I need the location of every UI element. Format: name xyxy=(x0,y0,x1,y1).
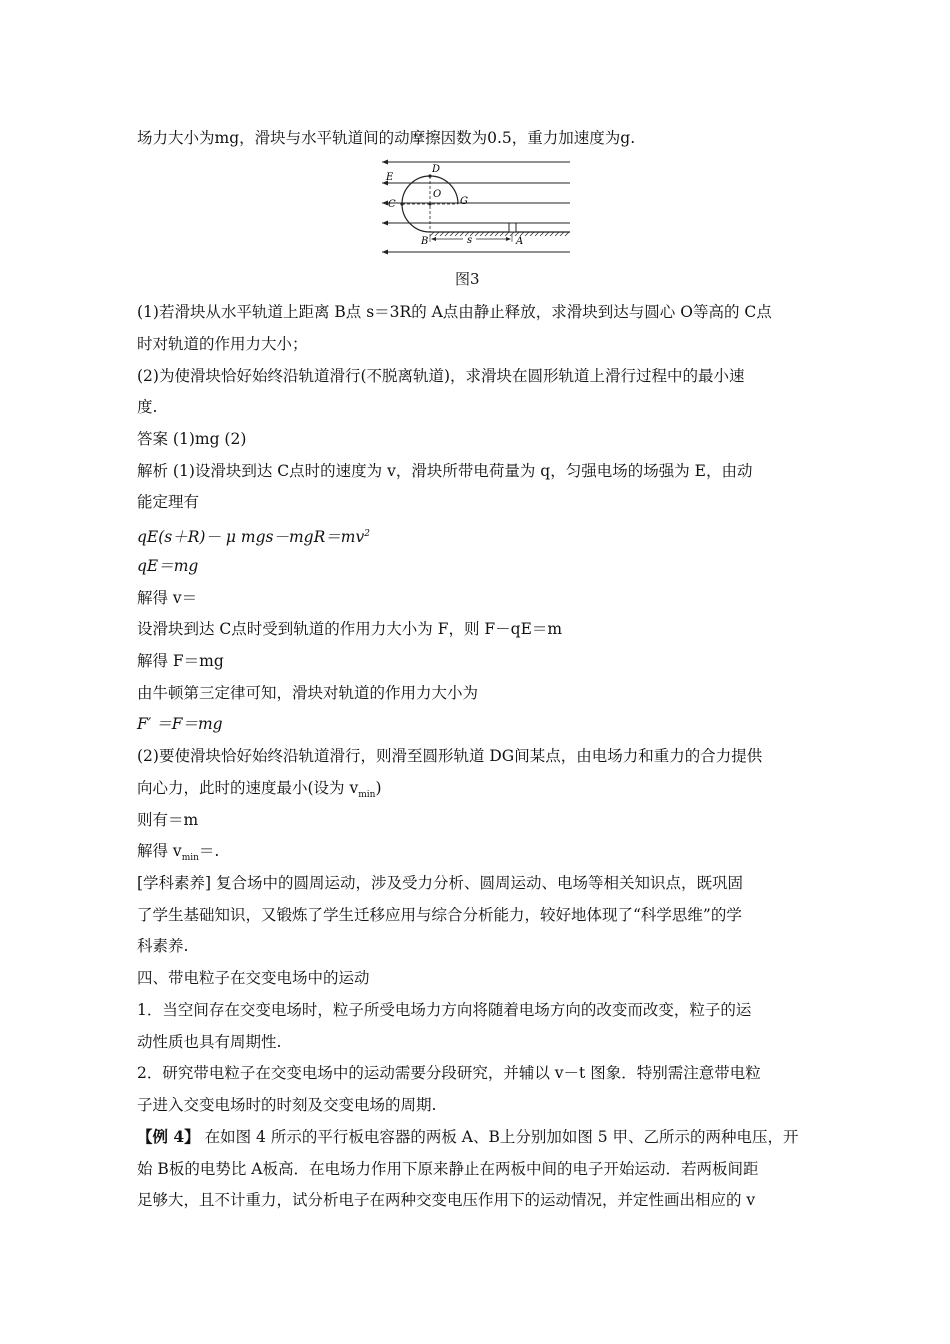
figure-3-track-diagram xyxy=(378,156,574,262)
analysis-line-1: 解析 (1)设滑块到达 C点时的速度为 v，滑块所带电荷量为 q，匀强电场的场强为 E，由动 xyxy=(137,462,753,480)
equation-solve-v: 解得 v＝ xyxy=(137,589,198,607)
equation-centripetal: 则有＝m xyxy=(137,811,199,829)
example-tag: 【例 4】 xyxy=(137,1127,200,1146)
equation-energy: qE(s＋R)－ μ $mgs-mgR=mv^2$ xyxy=(137,528,370,547)
literacy-line-1: [学科素养] 复合场中的圆周运动，涉及受力分析、圆周运动、电场等相关知识点，既巩固 xyxy=(137,874,744,892)
analysis-line-2: 能定理有 xyxy=(137,493,200,511)
question-1-line-1: (1)若滑块从水平轨道上距离 B点 s＝3R的 A点由静止释放，求滑块到达与圆心 O等高的 C点 xyxy=(137,303,772,321)
equation-force-balance: qE＝mg xyxy=(137,557,199,575)
answer-line: 答案 (1)mg (2) xyxy=(137,430,247,448)
label-A: A xyxy=(516,236,524,247)
label-G: G xyxy=(460,196,468,207)
figure-caption: 图3 xyxy=(455,270,480,288)
question-2-line-2: 度. xyxy=(137,398,158,416)
analysis-2-line-2: 向心力，此时的速度最小(设为 $v_{min}$) xyxy=(137,779,382,801)
equation-vmin: 解得 $v_{min}=$. xyxy=(137,842,220,864)
section-heading: 四、带电粒子在交变电场中的运动 xyxy=(137,969,370,987)
question-1-line-2: 时对轨道的作用力大小； xyxy=(137,335,308,353)
equation-solve-F: 解得 F＝mg xyxy=(137,652,224,670)
equation-normal-force: 设滑块到达 C点时受到轨道的作用力大小为 F，则 F－qE＝m xyxy=(137,620,563,638)
question-2-line-1: (2)为使滑块恰好始终沿轨道滑行(不脱离轨道)，求滑块在圆形轨道上滑行过程中的最小速 xyxy=(137,367,745,385)
analysis-2-line-1: (2)要使滑块恰好始终沿轨道滑行，则滑至圆形轨道 DG间某点，由电场力和重力的合力提供 xyxy=(137,747,763,765)
label-s: s xyxy=(467,235,473,246)
equation-reaction-force: F′ ＝F＝mg xyxy=(137,715,223,733)
point-2-line-1: 2．研究带电粒子在交变电场中的运动需要分段研究，并辅以 v－t 图象．特别需注意带电粒 xyxy=(137,1064,761,1082)
literacy-line-2: 了学生基础知识，又锻炼了学生迁移应用与综合分析能力，较好地体现了“科学思维”的学 xyxy=(137,906,742,924)
point-2-line-2: 子进入交变电场时的时刻及交变电场的周期. xyxy=(137,1096,437,1114)
point-1-line-2: 动性质也具有周期性. xyxy=(137,1033,282,1051)
newton-third-law-line: 由牛顿第三定律可知，滑块对轨道的作用力大小为 xyxy=(137,684,479,702)
label-O: O xyxy=(433,189,442,200)
label-E: E xyxy=(386,172,394,183)
example-4-line-1: 【例 4】 在如图 4 所示的平行板电容器的两板 A、B上分别加如图 5 甲、乙所示的两种电压，开 xyxy=(137,1127,799,1146)
label-D: D xyxy=(432,164,441,175)
point-1-line-1: 1．当空间存在交变电场时，粒子所受电场力方向将随着电场方向的改变而改变，粒子的运 xyxy=(137,1001,752,1019)
example-4-line-2: 始 B板的电势比 A板高．在电场力作用下原来静止在两板中间的电子开始运动．若两板间距 xyxy=(137,1160,759,1178)
example-4-line-3: 足够大，且不计重力，试分析电子在两种交变电压作用下的运动情况，并定性画出相应的 v xyxy=(137,1191,756,1209)
literacy-line-3: 科素养. xyxy=(137,937,189,955)
label-B: B xyxy=(421,236,429,247)
label-C: C xyxy=(388,199,396,210)
text-line: 场力大小为mg，滑块与水平轨道间的动摩擦因数为0.5，重力加速度为g. xyxy=(137,129,636,147)
